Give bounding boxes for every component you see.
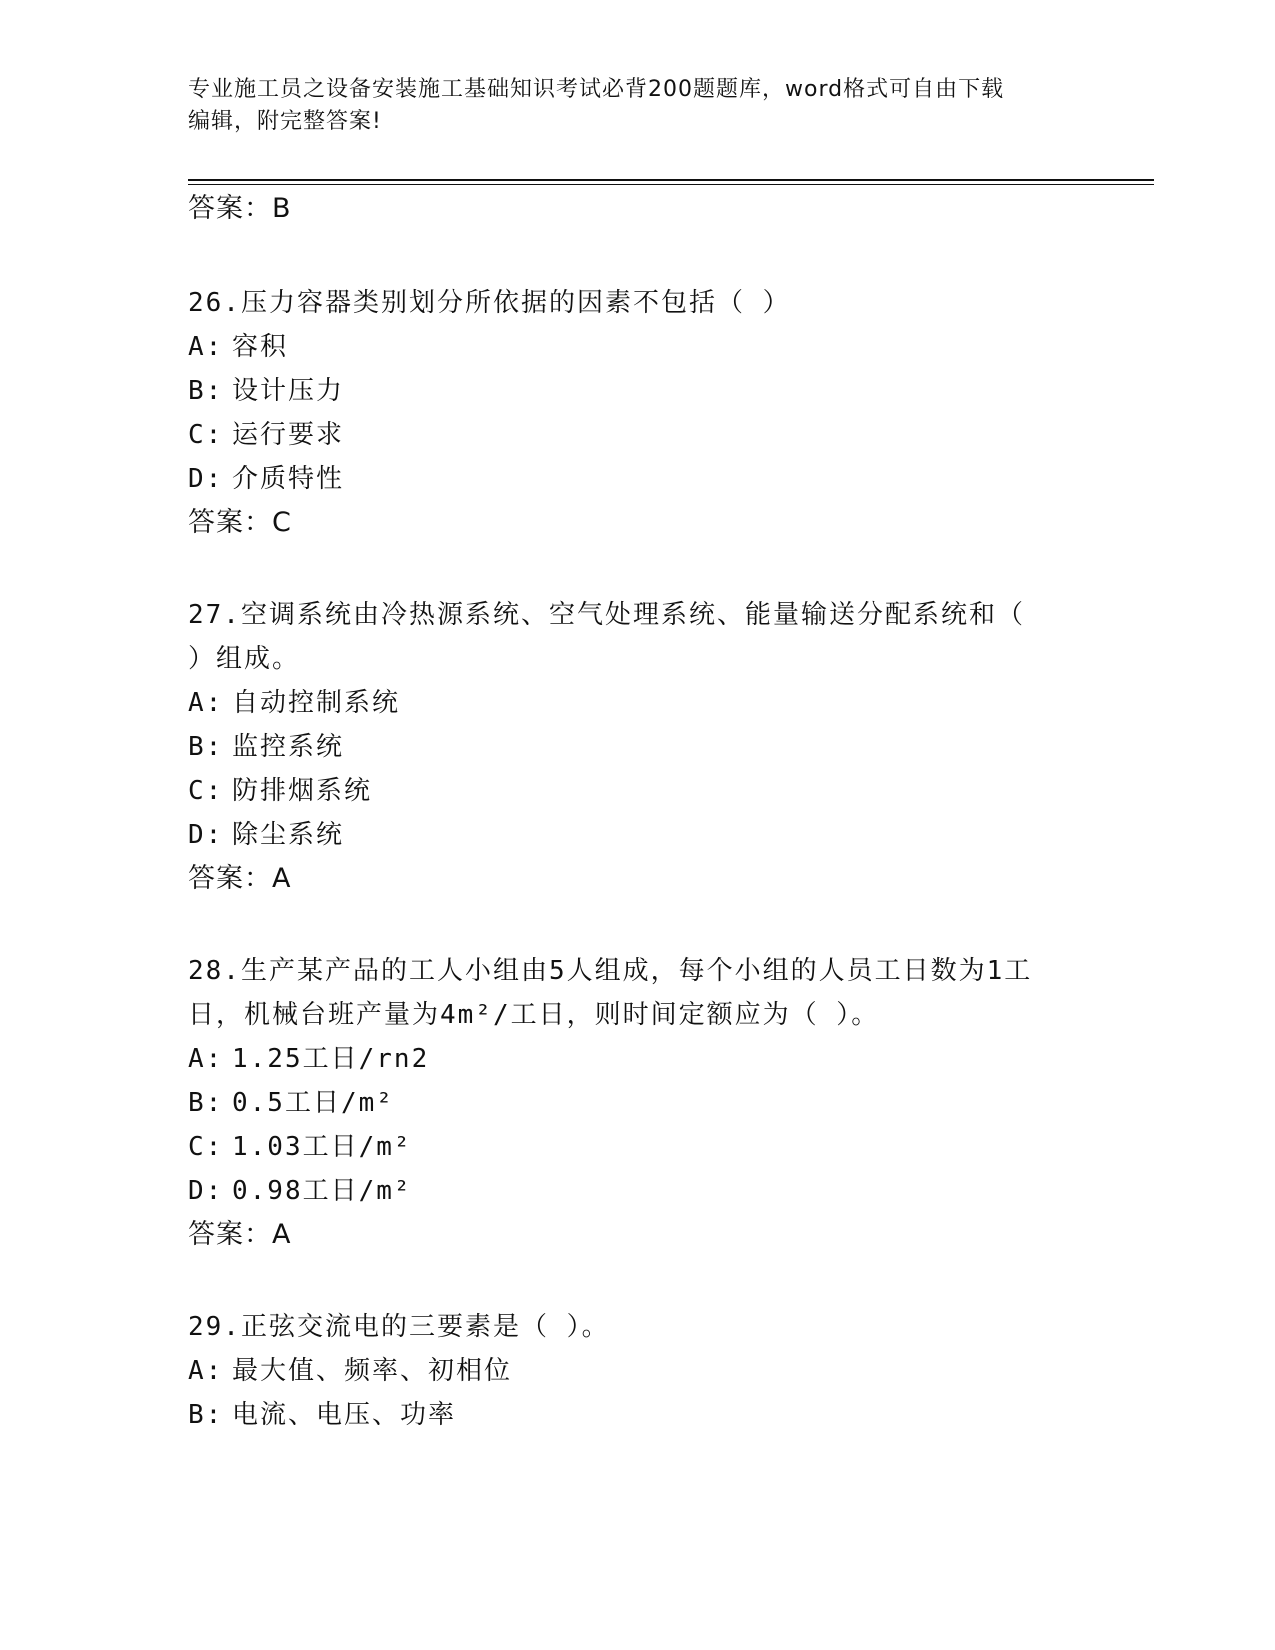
option-letter: C: <box>188 1132 224 1162</box>
option-text: 设计压力 <box>232 376 345 406</box>
question-28-option-c <box>188 1130 412 1164</box>
option-text: 防排烟系统 <box>232 776 373 806</box>
question-29-stem: 29.正弦交流电的三要素是（ ）。 <box>188 1312 610 1342</box>
question-27-option-a <box>188 686 400 720</box>
question-27-stem-line-1: 27.空调系统由冷热源系统、空气处理系统、能量输送分配系统和（ <box>188 600 1025 630</box>
header-rule-thick <box>188 179 1154 181</box>
question-27-option-c <box>188 774 372 808</box>
question-29-option-a <box>188 1354 512 1388</box>
option-letter: C: <box>188 420 224 450</box>
question-27-option-d <box>188 818 344 852</box>
answer-27: 答案：A <box>188 863 292 894</box>
option-letter: B: <box>188 1400 224 1430</box>
option-text: 1.25工日/rn2 <box>232 1044 430 1074</box>
option-letter: D: <box>188 464 224 494</box>
question-26-option-d <box>188 462 344 496</box>
question-26-stem: 26.压力容器类别划分所依据的因素不包括（ ） <box>188 288 791 318</box>
answer-26: 答案：C <box>188 507 292 538</box>
question-26-option-a <box>188 330 288 364</box>
question-29-option-b <box>188 1398 456 1432</box>
option-text: 电流、电压、功率 <box>232 1400 457 1430</box>
answer-28: 答案：A <box>188 1219 292 1250</box>
option-letter: D: <box>188 1176 224 1206</box>
question-28-option-a <box>188 1042 429 1076</box>
option-letter: A: <box>188 332 224 362</box>
question-26-option-b <box>188 374 344 408</box>
option-text: 自动控制系统 <box>232 688 401 718</box>
option-text: 0.98工日/m² <box>232 1176 412 1206</box>
option-letter: A: <box>188 688 224 718</box>
question-28-option-b <box>188 1086 394 1120</box>
option-letter: B: <box>188 376 224 406</box>
question-28-stem-line-1: 28.生产某产品的工人小组由5人组成，每个小组的人员工日数为1工 <box>188 956 1033 986</box>
option-text: 介质特性 <box>232 464 345 494</box>
question-27-option-b <box>188 730 344 764</box>
option-text: 容积 <box>232 332 289 362</box>
question-28-option-d <box>188 1174 412 1208</box>
option-letter: D: <box>188 820 224 850</box>
option-text: 运行要求 <box>232 420 345 450</box>
option-text: 最大值、频率、初相位 <box>232 1356 513 1386</box>
option-letter: B: <box>188 732 224 762</box>
option-text: 1.03工日/m² <box>232 1132 412 1162</box>
header-rule-thin <box>188 184 1154 185</box>
option-letter: B: <box>188 1088 224 1118</box>
document-header <box>188 74 1088 138</box>
answer-prev: 答案：B <box>188 193 292 224</box>
question-27-stem-line-2: ）组成。 <box>188 644 301 674</box>
header-line-1: 专业施工员之设备安装施工基础知识考试必背200题题库，word格式可自由下载 <box>188 77 1005 102</box>
option-letter: C: <box>188 776 224 806</box>
header-line-2: 编辑，附完整答案! <box>188 109 382 134</box>
option-text: 0.5工日/m² <box>232 1088 394 1118</box>
question-26-option-c <box>188 418 344 452</box>
option-text: 除尘系统 <box>232 820 345 850</box>
option-text: 监控系统 <box>232 732 345 762</box>
option-letter: A: <box>188 1356 224 1386</box>
question-28-stem-line-2: 日，机械台班产量为4m²/工日，则时间定额应为（ ）。 <box>188 1000 880 1030</box>
option-letter: A: <box>188 1044 224 1074</box>
